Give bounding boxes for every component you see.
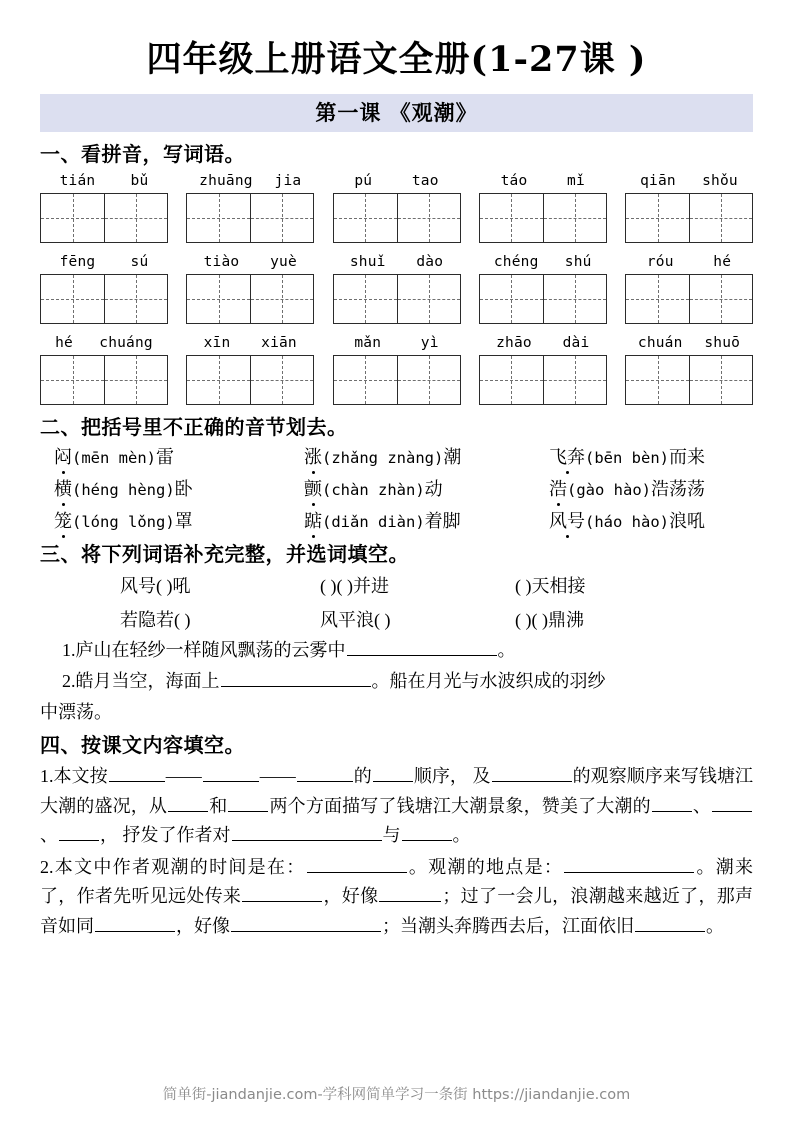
answer-blank[interactable] (402, 823, 452, 841)
q2-part-4: ，好像 (323, 886, 379, 907)
pinyin-label (40, 333, 168, 355)
tianzige-cell[interactable] (104, 194, 167, 242)
pinyin-choices[interactable]: (héng hèng) (72, 480, 175, 499)
trailing-characters: 动 (424, 478, 443, 499)
sentence-2-text: 2.皓月当空，海面上 (62, 670, 220, 691)
pinyin-choices[interactable]: (chàn zhàn) (322, 480, 425, 499)
tianzige-cell[interactable] (626, 275, 689, 323)
section-2-heading: 二、把括号里不正确的音节划去。 (40, 414, 348, 439)
pinyin-choices[interactable]: (mēn mèn) (72, 448, 156, 467)
pinyin-syllable: sú (130, 253, 149, 270)
pinyin-word-group (333, 333, 461, 405)
section-3-sentence-1 (62, 636, 753, 665)
pinyin-label (625, 171, 753, 193)
tianzige-box[interactable] (625, 355, 753, 405)
pinyin-syllable: zhāo (496, 334, 532, 351)
tianzige-cell[interactable] (187, 356, 250, 404)
pinyin-word-group (479, 333, 607, 405)
section-3-sentence-2 (62, 667, 753, 696)
pinyin-syllable: fēng (59, 253, 96, 270)
pinyin-label (333, 252, 461, 274)
target-character: 涨 (304, 444, 322, 471)
pinyin-word-group (186, 333, 314, 405)
tianzige-cell[interactable] (480, 356, 543, 404)
pinyin-word-group (186, 171, 314, 243)
tianzige-cell[interactable] (41, 275, 104, 323)
section-4-question-2 (40, 853, 753, 942)
tianzige-cell[interactable] (41, 194, 104, 242)
q1-part-3: —— (259, 766, 296, 787)
target-character: 颤 (304, 476, 322, 503)
tianzige-cell[interactable] (480, 194, 543, 242)
tianzige-cell[interactable] (250, 356, 313, 404)
trailing-characters: 着脚 (424, 510, 461, 531)
trailing-characters: 雷 (156, 446, 174, 467)
tianzige-cell[interactable] (689, 194, 752, 242)
tianzige-cell[interactable] (543, 275, 606, 323)
q1-part-11: 、 (692, 795, 712, 816)
q2-part-9: 奔腾西去后，江面依旧 (454, 915, 634, 936)
pinyin-word-group (40, 333, 168, 405)
target-character: 浩 (549, 476, 567, 503)
q1-part-2: —— (165, 766, 202, 787)
tianzige-cell[interactable] (187, 275, 250, 323)
q1-part-9: 两个方面描写了钱塘江大潮景象，赞美 (269, 795, 579, 816)
tianzige-box[interactable] (186, 355, 314, 405)
pinyin-label (479, 333, 607, 355)
answer-blank[interactable] (652, 794, 692, 812)
tianzige-box[interactable] (625, 193, 753, 243)
pinyin-label (479, 171, 607, 193)
answer-blank[interactable] (635, 914, 705, 932)
pinyin-label (625, 252, 753, 274)
pinyin-syllable: tiào (203, 253, 240, 270)
tianzige-box[interactable] (186, 274, 314, 324)
pinyin-syllable: róu (646, 253, 674, 270)
tianzige-cell[interactable] (104, 275, 167, 323)
q1-part-15: 。 (452, 825, 471, 846)
pinyin-syllable: chuán (637, 334, 683, 351)
answer-blank[interactable] (109, 764, 165, 782)
answer-blank[interactable] (712, 794, 752, 812)
pinyin-word-group (479, 171, 607, 243)
trailing-characters: 浩荡荡 (651, 478, 705, 499)
pinyin-syllable: chéng (493, 253, 539, 270)
q1-part-14: 与 (382, 825, 401, 846)
answer-blank[interactable] (228, 794, 268, 812)
cross-out-item[interactable] (549, 508, 753, 536)
pinyin-syllable: xiān (261, 334, 297, 351)
cross-out-item[interactable] (304, 476, 549, 504)
pinyin-syllable: yuè (270, 253, 297, 270)
tianzige-cell[interactable] (543, 194, 606, 242)
pinyin-choices[interactable]: (lóng lǒng) (72, 512, 175, 531)
pinyin-syllable: shǒu (702, 172, 738, 189)
tianzige-cell[interactable] (334, 275, 397, 323)
tianzige-cell[interactable] (41, 356, 104, 404)
section-3-heading: 三、将下列词语补充完整，并选词填空。 (40, 541, 409, 566)
tianzige-box[interactable] (40, 274, 168, 324)
pinyin-grid-row (40, 333, 753, 405)
pinyin-word-group (40, 252, 168, 324)
pinyin-word-group (333, 252, 461, 324)
cross-out-item[interactable] (549, 444, 753, 472)
q2-part-6: 浪潮越来越近了，那声音如同 (40, 886, 754, 936)
pinyin-syllable: dào (416, 253, 444, 270)
answer-blank[interactable] (242, 884, 322, 902)
trailing-characters: 而来 (669, 446, 705, 467)
tianzige-box[interactable] (40, 193, 168, 243)
pinyin-word-group (333, 171, 461, 243)
tianzige-cell[interactable] (626, 356, 689, 404)
pinyin-syllable: tao (411, 172, 439, 189)
pinyin-label (186, 252, 314, 274)
pinyin-word-group (186, 252, 314, 324)
tianzige-cell[interactable] (334, 194, 397, 242)
pinyin-choices[interactable]: (gào hào) (567, 480, 651, 499)
tianzige-cell[interactable] (689, 275, 752, 323)
tianzige-cell[interactable] (480, 275, 543, 323)
tianzige-cell[interactable] (187, 194, 250, 242)
q1-part-5: 顺序， 及 (413, 766, 491, 787)
q1-part-13: ， 抒发了作者对 (100, 825, 231, 846)
section-4-question-1 (40, 762, 753, 851)
q1-part-7: 来写钱塘江大潮的盛况，从 (40, 766, 754, 816)
target-character: 踮 (304, 508, 322, 535)
pinyin-choices[interactable]: (bēn bèn) (585, 448, 669, 467)
pinyin-syllable: pú (354, 172, 373, 189)
section-4-heading: 四、按课文内容填空。 (40, 733, 245, 758)
target-character: 笼 (54, 508, 72, 535)
pinyin-grid-row (40, 252, 753, 324)
q1-part-10: 了大潮的 (578, 795, 651, 816)
pinyin-syllable: dài (562, 334, 590, 351)
tianzige-box[interactable] (625, 274, 753, 324)
tianzige-box[interactable] (186, 193, 314, 243)
target-character: 飞奔 (549, 444, 585, 471)
q2-part-3: 。潮来了，作者先听见远处传来 (40, 856, 754, 907)
pinyin-word-group (40, 171, 168, 243)
idiom-item[interactable]: ( )( )并进 (320, 575, 389, 596)
tianzige-cell[interactable] (250, 194, 313, 242)
tianzige-cell[interactable] (543, 356, 606, 404)
pinyin-choices[interactable]: (háo hào) (585, 512, 669, 531)
answer-blank[interactable] (221, 669, 371, 687)
pinyin-label (333, 333, 461, 355)
answer-blank[interactable] (59, 823, 99, 841)
tianzige-cell[interactable] (397, 356, 460, 404)
tianzige-cell[interactable] (689, 356, 752, 404)
idiom-item[interactable]: 风号( )吼 (120, 575, 191, 596)
tianzige-box[interactable] (333, 274, 461, 324)
q2-part-10: 。 (706, 915, 724, 936)
answer-blank[interactable] (95, 914, 175, 932)
answer-blank[interactable] (168, 794, 208, 812)
pinyin-label (333, 171, 461, 193)
tianzige-box[interactable] (479, 193, 607, 243)
sentence-2-mid: 。船在月光与水波织成的羽纱 (371, 670, 606, 691)
cross-out-items-grid (54, 444, 753, 536)
tianzige-cell[interactable] (250, 275, 313, 323)
answer-blank[interactable] (373, 764, 413, 782)
pinyin-choices[interactable]: (diǎn diàn) (322, 512, 425, 531)
q2-part-8: ；当潮头 (382, 915, 454, 936)
pinyin-syllable: xīn (203, 334, 231, 351)
pinyin-syllable: mǎn (354, 334, 382, 351)
sentence-1-text: 1.庐山在轻纱一样随风飘荡的云雾中 (62, 639, 346, 660)
pinyin-label (479, 252, 607, 274)
tianzige-box[interactable] (333, 355, 461, 405)
pinyin-syllable: hé (55, 334, 73, 351)
cross-out-item[interactable] (304, 444, 549, 472)
pinyin-word-group (479, 252, 607, 324)
pinyin-label (40, 252, 168, 274)
idiom-item[interactable]: 若隐若( ) (120, 609, 191, 630)
tianzige-box[interactable] (40, 355, 168, 405)
cross-out-item[interactable] (54, 476, 304, 504)
cross-out-item[interactable] (304, 508, 549, 536)
pinyin-label (40, 171, 168, 193)
pinyin-syllable: shuǐ (349, 253, 386, 270)
pinyin-word-group (625, 171, 753, 243)
q1-part-1: 1.本文按 (40, 766, 108, 787)
trailing-characters: 罩 (174, 510, 193, 531)
pinyin-syllable: shú (564, 253, 592, 270)
page-title: 四年级上册语文全册(1-27课 ) (146, 39, 647, 80)
q2-part-1: 2.本文中作者观潮的时间是在： (40, 856, 306, 877)
trailing-characters: 卧 (174, 478, 193, 499)
pinyin-syllable: bǔ (130, 172, 149, 189)
pinyin-syllable: táo (500, 172, 528, 189)
tianzige-box[interactable] (333, 193, 461, 243)
pinyin-word-group (625, 252, 753, 324)
tianzige-cell[interactable] (397, 275, 460, 323)
tianzige-cell[interactable] (626, 194, 689, 242)
answer-blank[interactable] (203, 764, 259, 782)
cross-out-item[interactable] (549, 476, 753, 504)
tianzige-box[interactable] (479, 355, 607, 405)
q2-part-2: 。观潮的地点是： (407, 856, 564, 877)
cross-out-item[interactable] (54, 444, 304, 472)
pinyin-label (186, 171, 314, 193)
answer-blank[interactable] (347, 638, 497, 656)
answer-blank[interactable] (564, 855, 694, 873)
answer-blank[interactable] (297, 764, 353, 782)
pinyin-syllable: yì (420, 334, 439, 351)
trailing-characters: 浪吼 (669, 510, 705, 531)
section-1-heading: 一、看拼音，写词语。 (40, 141, 245, 166)
pinyin-syllable: shuō (704, 334, 741, 351)
answer-blank[interactable] (307, 855, 407, 873)
target-character: 横 (54, 476, 72, 503)
q1-part-12: 、 (40, 825, 58, 846)
tianzige-box[interactable] (479, 274, 607, 324)
pinyin-grid-row (40, 171, 753, 243)
q1-part-6: 的观察顺序 (572, 766, 663, 787)
pinyin-syllable: tián (59, 172, 96, 189)
pinyin-syllable: zhuāng (199, 172, 253, 189)
footer-watermark: 简单街-jiandanjie.com-学科网简单学习一条街 https://jiandanjie.com (162, 1087, 631, 1103)
sentence-1-period: 。 (497, 639, 516, 660)
section-3-sentence-2-tail: 中漂荡。 (40, 701, 112, 722)
tianzige-cell[interactable] (397, 194, 460, 242)
target-character: 闷 (54, 444, 72, 471)
q2-part-7: ，好像 (176, 915, 230, 936)
q2-part-5: ；过了一会儿， (442, 886, 571, 907)
tianzige-cell[interactable] (334, 356, 397, 404)
idiom-item[interactable]: ( )天相接 (515, 575, 586, 596)
answer-blank[interactable] (379, 884, 441, 902)
answer-blank[interactable] (492, 764, 572, 782)
pinyin-syllable: jia (274, 172, 302, 189)
trailing-characters: 潮 (443, 446, 462, 467)
pinyin-word-group (625, 333, 753, 405)
pinyin-syllable: chuáng (99, 334, 153, 351)
answer-blank[interactable] (231, 914, 381, 932)
pinyin-grid-block (40, 171, 753, 405)
answer-blank[interactable] (232, 823, 382, 841)
target-character: 风号 (549, 508, 585, 535)
pinyin-label (186, 333, 314, 355)
idiom-completion-grid (120, 572, 753, 634)
lesson-banner: 第一课 《观潮》 (40, 94, 753, 132)
tianzige-cell[interactable] (104, 356, 167, 404)
pinyin-label (625, 333, 753, 355)
q1-part-4: 的 (353, 766, 372, 787)
pinyin-choices[interactable]: (zhǎng znàng) (322, 448, 444, 467)
pinyin-syllable: mǐ (567, 172, 585, 189)
pinyin-syllable: hé (713, 253, 732, 270)
q1-part-8: 和 (209, 795, 228, 816)
pinyin-syllable: qiān (640, 172, 676, 189)
idiom-item[interactable]: 风平浪( ) (320, 609, 391, 630)
cross-out-item[interactable] (54, 508, 304, 536)
idiom-item[interactable]: ( )( )鼎沸 (515, 609, 584, 630)
